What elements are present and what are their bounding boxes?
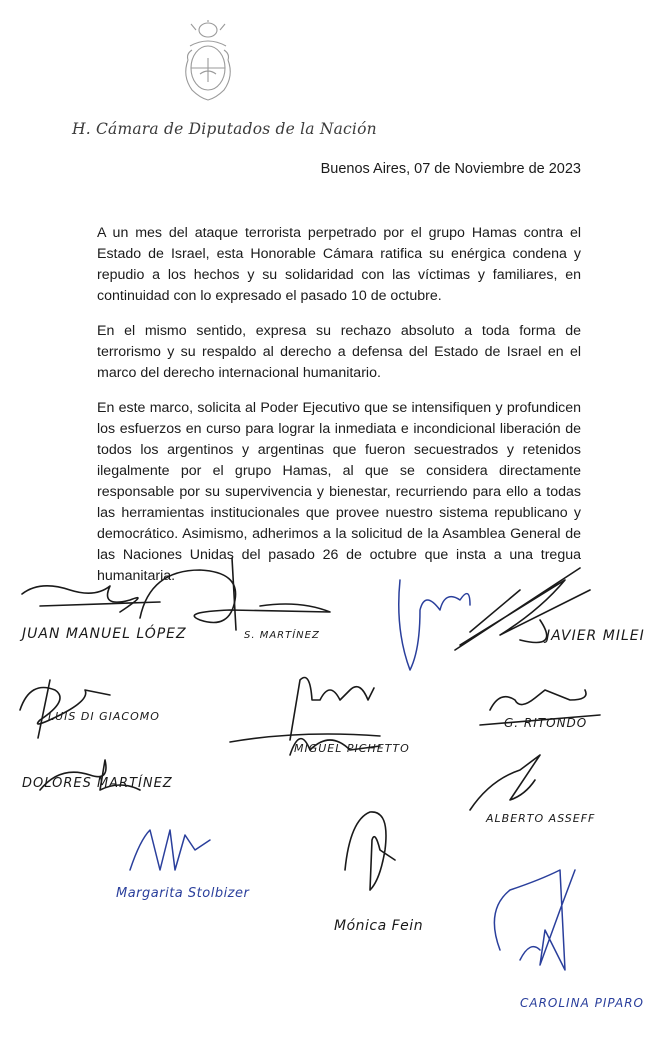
paragraph: En este marco, solicita al Poder Ejecutivo que se intensifiquen y profundicen los esfuerzos en curso para lograr la inmediata e incondicional liberación de todos los argentinos y argentinas que fueron secuestrados y retenidos ilegalmente por el grupo Hamas, al que se considera directamente responsable por su supervivencia y bienestar, recurriendo para ello a todas las herramientas institucionales que provee nuestro sistema republicano y democrático. Asimismo, adherimos a la solicitud de la Asamblea General de las Naciones Unidas del pasado 26 de octubre que insta a una tregua humanitaria. [97,400,581,584]
declaration-body [97,223,581,601]
signature-name: S. MARTÍNEZ [244,630,320,641]
signature-name: LUIS DI GIACOMO [48,710,160,723]
signature-name: DOLORES MARTÍNEZ [22,776,173,791]
signature-strokes [0,550,661,1049]
document-date: Buenos Aires, 07 de Noviembre de 2023 [320,161,581,177]
paragraph: En el mismo sentido, expresa su rechazo absoluto a toda forma de terrorismo y su respaldo al derecho a defensa del Estado de Israel en el marco del derecho internacional humanitario. [97,323,581,381]
signature-name: JUAN MANUEL LÓPEZ [22,626,187,642]
paragraph: A un mes del ataque terrorista perpetrado por el grupo Hamas contra el Estado de Israel, esta Honorable Cámara ratifica su enérgica condena y repudio a los hechos y su solidaridad con las víctimas y familiares, en continuidad con lo expresado el pasado 10 de octubre. [97,225,581,304]
signature-name: G. RITONDO [504,716,588,730]
signature-name: Mónica Fein [334,918,424,934]
coat-of-arms-icon [178,20,238,104]
signature-name: CAROLINA PIPARO [520,996,645,1010]
signature-name: MIGUEL PICHETTO [294,742,410,755]
institution-letterhead: H. Cámara de Diputados de la Nación [72,120,377,138]
signature-name: Margarita Stolbizer [116,886,250,901]
signature-name: ALBERTO ASSEFF [486,812,596,825]
signature-name: JAVIER MILEI [546,628,645,644]
